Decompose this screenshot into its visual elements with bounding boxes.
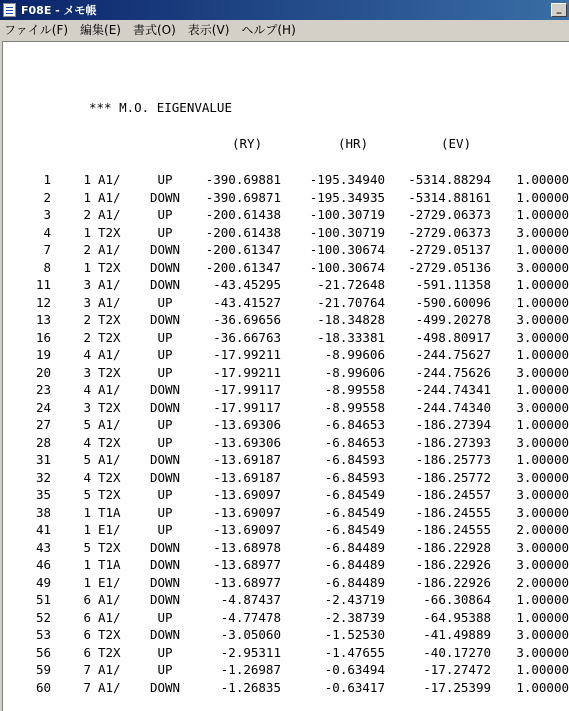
- cell-spin: UP: [157, 172, 173, 187]
- cell-energy-ev: -499.20278: [415, 312, 491, 327]
- cell-irrep-number: 6: [83, 609, 91, 625]
- cell-index: 46: [35, 557, 51, 572]
- cell-irrep-number: 4: [83, 347, 91, 362]
- cell-index: 23: [35, 382, 51, 397]
- table-row: [3, 224, 569, 242]
- cell-energy-ry: -36.66763: [213, 329, 281, 345]
- cell-energy-hr: -0.63494: [324, 662, 385, 677]
- cell-occupancy: 3.00000: [516, 329, 569, 345]
- cell-energy-ev: -41.49889: [423, 627, 491, 642]
- cell-spin: UP: [157, 644, 173, 660]
- cell-irrep-number: 1: [83, 224, 91, 240]
- cell-energy-ev: -591.11358: [415, 277, 491, 292]
- cell-irrep: A1/: [98, 662, 121, 677]
- cell-irrep: T2X: [98, 399, 121, 415]
- cell-occupancy: 3.00000: [516, 434, 569, 450]
- cell-energy-hr: -8.99558: [324, 399, 385, 415]
- cell-energy-hr: -2.43719: [324, 592, 385, 607]
- table-row: [3, 276, 569, 294]
- table-row: [3, 206, 569, 224]
- unit-hr: (HR): [338, 136, 369, 151]
- cell-index: 41: [35, 522, 51, 537]
- cell-energy-hr: -6.84593: [324, 469, 385, 485]
- cell-index: 2: [43, 189, 51, 205]
- cell-occupancy: 3.00000: [516, 312, 569, 327]
- cell-irrep: A1/: [98, 242, 121, 257]
- cell-energy-ry: -200.61438: [205, 207, 281, 222]
- cell-irrep-number: 1: [83, 522, 91, 537]
- cell-irrep: T2X: [98, 469, 121, 485]
- cell-irrep-number: 2: [83, 242, 91, 257]
- cell-irrep-number: 1: [83, 172, 91, 187]
- cell-irrep: A1/: [98, 207, 121, 222]
- cell-spin: UP: [157, 417, 173, 432]
- cell-irrep: T2X: [98, 627, 121, 642]
- table-row: [3, 399, 569, 417]
- table-row: [3, 434, 569, 452]
- cell-spin: DOWN: [149, 399, 181, 415]
- cell-energy-ry: -200.61438: [205, 224, 281, 240]
- cell-irrep: A1/: [98, 277, 121, 292]
- cell-spin: DOWN: [149, 574, 181, 590]
- cell-energy-ev: -186.24557: [415, 487, 491, 502]
- cell-energy-ev: -244.74341: [415, 382, 491, 397]
- table-row: [3, 556, 569, 574]
- cell-energy-hr: -6.84549: [324, 504, 385, 520]
- cell-irrep: T2X: [98, 364, 121, 380]
- cell-energy-ry: -43.41527: [213, 294, 281, 310]
- cell-energy-hr: -6.84489: [324, 574, 385, 590]
- cell-energy-ry: -390.69871: [205, 189, 281, 205]
- cell-energy-ev: -498.80917: [415, 329, 491, 345]
- cell-occupancy: 3.00000: [516, 364, 569, 380]
- cell-energy-ry: -1.26835: [220, 679, 281, 695]
- cell-energy-ev: -186.22928: [415, 539, 491, 555]
- cell-energy-ry: -13.68977: [213, 557, 281, 572]
- cell-irrep-number: 4: [83, 469, 91, 485]
- cell-energy-hr: -1.52530: [324, 627, 385, 642]
- cell-energy-ev: -66.30864: [423, 592, 491, 607]
- cell-energy-ev: -186.24555: [415, 504, 491, 520]
- cell-irrep-number: 4: [83, 382, 91, 397]
- cell-spin: DOWN: [149, 679, 181, 695]
- cell-occupancy: 3.00000: [516, 504, 569, 520]
- cell-energy-ev: -17.25399: [423, 679, 491, 695]
- table-row: [3, 644, 569, 662]
- menu-bar: [0, 20, 569, 39]
- cell-spin: UP: [157, 347, 173, 362]
- cell-occupancy: 3.00000: [516, 399, 569, 415]
- cell-energy-ev: -186.22926: [415, 574, 491, 590]
- cell-energy-ev: -17.27472: [423, 662, 491, 677]
- cell-index: 13: [35, 312, 51, 327]
- cell-index: 11: [35, 277, 51, 292]
- cell-occupancy: 1.00000: [516, 662, 569, 677]
- cell-irrep-number: 7: [83, 662, 91, 677]
- cell-energy-ry: -13.68977: [213, 574, 281, 590]
- cell-irrep-number: 5: [83, 417, 91, 432]
- cell-irrep-number: 3: [83, 294, 91, 310]
- table-row: [3, 504, 569, 522]
- cell-spin: DOWN: [149, 627, 181, 642]
- cell-occupancy: 3.00000: [516, 259, 569, 275]
- cell-irrep: T2X: [98, 487, 121, 502]
- cell-energy-hr: -100.30719: [309, 207, 385, 222]
- menu-format[interactable]: 書式(O): [132, 23, 176, 37]
- cell-occupancy: 2.00000: [516, 522, 569, 537]
- table-row: [3, 591, 569, 609]
- cell-energy-ry: -1.26987: [220, 662, 281, 677]
- cell-spin: DOWN: [149, 469, 181, 485]
- table-row: [3, 329, 569, 347]
- title-bar[interactable]: [0, 0, 569, 20]
- cell-energy-hr: -6.84653: [324, 417, 385, 432]
- cell-energy-ry: -200.61347: [205, 259, 281, 275]
- cell-occupancy: 1.00000: [516, 679, 569, 695]
- cell-spin: DOWN: [149, 382, 181, 397]
- cell-energy-hr: -100.30674: [309, 259, 385, 275]
- cell-spin: UP: [157, 662, 173, 677]
- cell-energy-ev: -186.22926: [415, 557, 491, 572]
- cell-energy-ry: -200.61347: [205, 242, 281, 257]
- cell-irrep-number: 6: [83, 644, 91, 660]
- cell-irrep: A1/: [98, 382, 121, 397]
- cell-energy-hr: -6.84489: [324, 557, 385, 572]
- cell-spin: UP: [157, 522, 173, 537]
- cell-energy-ry: -4.77478: [220, 609, 281, 625]
- cell-energy-ev: -590.60096: [415, 294, 491, 310]
- cell-spin: DOWN: [149, 452, 181, 467]
- cell-energy-ry: -3.05060: [220, 627, 281, 642]
- cell-energy-hr: -6.84653: [324, 434, 385, 450]
- cell-spin: DOWN: [149, 557, 181, 572]
- cell-index: 7: [43, 242, 51, 257]
- cell-spin: UP: [157, 487, 173, 502]
- table-row: [3, 294, 569, 312]
- cell-energy-ev: -186.25773: [415, 452, 491, 467]
- cell-occupancy: 1.00000: [516, 242, 569, 257]
- cell-energy-ry: -17.99117: [213, 399, 281, 415]
- cell-energy-hr: -195.34940: [309, 172, 385, 187]
- cell-occupancy: 1.00000: [516, 417, 569, 432]
- cell-energy-ry: -2.95311: [220, 644, 281, 660]
- cell-spin: UP: [157, 224, 173, 240]
- cell-irrep-number: 1: [83, 259, 91, 275]
- menu-help[interactable]: ヘルプ(H): [241, 23, 296, 37]
- table-row: [3, 451, 569, 469]
- cell-energy-hr: -100.30674: [309, 242, 385, 257]
- cell-spin: DOWN: [149, 312, 181, 327]
- table-row: [3, 259, 569, 277]
- cell-occupancy: 1.00000: [516, 277, 569, 292]
- cell-index: 31: [35, 452, 51, 467]
- cell-index: 53: [35, 627, 51, 642]
- table-row: [3, 241, 569, 259]
- cell-occupancy: 3.00000: [516, 469, 569, 485]
- table-row: [3, 416, 569, 434]
- cell-index: 16: [35, 329, 51, 345]
- menu-edit[interactable]: 編集(E): [80, 23, 121, 37]
- cell-occupancy: 3.00000: [516, 557, 569, 572]
- cell-energy-ry: -43.45295: [213, 277, 281, 292]
- cell-irrep-number: 1: [83, 504, 91, 520]
- cell-energy-ev: -186.24555: [415, 522, 491, 537]
- cell-occupancy: 1.00000: [516, 189, 569, 205]
- cell-energy-ry: -13.69306: [213, 417, 281, 432]
- cell-irrep-number: 2: [83, 329, 91, 345]
- cell-index: 4: [43, 224, 51, 240]
- cell-irrep: T2X: [98, 312, 121, 327]
- cell-occupancy: 3.00000: [516, 224, 569, 240]
- notepad-icon: [3, 3, 16, 17]
- cell-occupancy: 3.00000: [516, 539, 569, 555]
- cell-irrep-number: 3: [83, 277, 91, 292]
- text-editor-area[interactable]: [2, 41, 569, 711]
- cell-irrep-number: 5: [83, 539, 91, 555]
- cell-energy-ev: -2729.05136: [408, 259, 491, 275]
- cell-spin: UP: [157, 364, 173, 380]
- document-text: [3, 42, 569, 711]
- cell-energy-ev: -40.17270: [423, 644, 491, 660]
- cell-irrep: A1/: [98, 452, 121, 467]
- cell-irrep: T1A: [98, 504, 121, 520]
- cell-occupancy: 1.00000: [516, 592, 569, 607]
- cell-index: 52: [35, 609, 51, 625]
- cell-irrep-number: 2: [83, 207, 91, 222]
- cell-spin: DOWN: [149, 242, 181, 257]
- cell-irrep: A1/: [98, 417, 121, 432]
- cell-irrep-number: 5: [83, 487, 91, 502]
- cell-spin: UP: [157, 329, 173, 345]
- cell-irrep: A1/: [98, 609, 121, 625]
- cell-energy-hr: -6.84593: [324, 452, 385, 467]
- cell-spin: DOWN: [149, 277, 181, 292]
- cell-energy-hr: -21.72648: [317, 277, 385, 292]
- cell-energy-ev: -244.75626: [415, 364, 491, 380]
- cell-energy-ev: -5314.88294: [408, 172, 491, 187]
- cell-energy-ry: -36.69656: [213, 312, 281, 327]
- cell-energy-ev: -2729.06373: [408, 207, 491, 222]
- cell-energy-ry: -17.99211: [213, 364, 281, 380]
- cell-energy-hr: -8.99606: [324, 347, 385, 362]
- cell-spin: DOWN: [149, 259, 181, 275]
- cell-energy-ev: -186.25772: [415, 469, 491, 485]
- cell-energy-ry: -13.69187: [213, 452, 281, 467]
- cell-index: 60: [35, 679, 51, 695]
- cell-occupancy: 1.00000: [516, 172, 569, 187]
- table-row: [3, 679, 569, 697]
- cell-index: 38: [35, 504, 51, 520]
- cell-irrep-number: 1: [83, 557, 91, 572]
- cell-occupancy: 1.00000: [516, 347, 569, 362]
- cell-index: 49: [35, 574, 51, 590]
- cell-occupancy: 1.00000: [516, 609, 569, 625]
- table-row: [3, 346, 569, 364]
- cell-irrep: A1/: [98, 189, 121, 205]
- cell-energy-ry: -17.99211: [213, 347, 281, 362]
- cell-spin: UP: [157, 294, 173, 310]
- cell-spin: DOWN: [149, 592, 181, 607]
- menu-view[interactable]: 表示(V): [187, 23, 230, 37]
- cell-energy-hr: -8.99606: [324, 364, 385, 380]
- cell-spin: DOWN: [149, 539, 181, 555]
- cell-energy-hr: -1.47655: [324, 644, 385, 660]
- cell-irrep: A1/: [98, 347, 121, 362]
- cell-irrep: T2X: [98, 434, 121, 450]
- cell-occupancy: 1.00000: [516, 207, 569, 222]
- cell-occupancy: 3.00000: [516, 487, 569, 502]
- cell-energy-hr: -18.33381: [317, 329, 385, 345]
- cell-energy-hr: -6.84549: [324, 487, 385, 502]
- cell-occupancy: 1.00000: [516, 452, 569, 467]
- cell-irrep: E1/: [98, 574, 121, 590]
- cell-irrep: A1/: [98, 679, 121, 695]
- cell-index: 35: [35, 487, 51, 502]
- cell-energy-ry: -13.69187: [213, 469, 281, 485]
- cell-energy-hr: -195.34935: [309, 189, 385, 205]
- cell-spin: UP: [157, 504, 173, 520]
- cell-index: 20: [35, 364, 51, 380]
- cell-irrep-number: 1: [83, 574, 91, 590]
- cell-index: 1: [43, 172, 51, 187]
- cell-index: 19: [35, 347, 51, 362]
- cell-irrep-number: 5: [83, 452, 91, 467]
- cell-energy-hr: -0.63417: [324, 679, 385, 695]
- cell-index: 32: [35, 469, 51, 485]
- cell-irrep-number: 4: [83, 434, 91, 450]
- cell-energy-hr: -100.30719: [309, 224, 385, 240]
- table-row: [3, 486, 569, 504]
- cell-energy-ry: -13.69306: [213, 434, 281, 450]
- cell-occupancy: 3.00000: [516, 644, 569, 660]
- cell-spin: UP: [157, 434, 173, 450]
- eigenvalue-heading: *** M.O. EIGENVALUE: [89, 100, 232, 115]
- cell-occupancy: 1.00000: [516, 382, 569, 397]
- cell-index: 43: [35, 539, 51, 555]
- cell-energy-ev: -5314.88161: [408, 189, 491, 205]
- table-row: [3, 311, 569, 329]
- cell-occupancy: 3.00000: [516, 627, 569, 642]
- cell-energy-ry: -17.99117: [213, 382, 281, 397]
- cell-index: 51: [35, 592, 51, 607]
- table-row: [3, 469, 569, 487]
- cell-index: 56: [35, 644, 51, 660]
- cell-irrep-number: 6: [83, 592, 91, 607]
- cell-energy-ev: -186.27393: [415, 434, 491, 450]
- cell-index: 24: [35, 399, 51, 415]
- cell-energy-hr: -6.84549: [324, 522, 385, 537]
- table-row: [3, 189, 569, 207]
- table-row: [3, 521, 569, 539]
- table-row: [3, 609, 569, 627]
- cell-irrep-number: 7: [83, 679, 91, 695]
- cell-energy-ev: -186.27394: [415, 417, 491, 432]
- table-row: [3, 171, 569, 189]
- cell-irrep: E1/: [98, 522, 121, 537]
- cell-energy-hr: -18.34828: [317, 312, 385, 327]
- menu-file[interactable]: ファイル(F): [4, 23, 69, 37]
- cell-energy-ev: -2729.06373: [408, 224, 491, 240]
- table-row: [3, 661, 569, 679]
- cell-energy-hr: -2.38739: [324, 609, 385, 625]
- cell-energy-hr: -8.99558: [324, 382, 385, 397]
- cell-occupancy: 1.00000: [516, 294, 569, 310]
- cell-index: 28: [35, 434, 51, 450]
- cell-irrep: T2X: [98, 224, 121, 240]
- cell-irrep: T2X: [98, 259, 121, 275]
- cell-irrep-number: 1: [83, 189, 91, 205]
- cell-energy-ry: -390.69881: [205, 172, 281, 187]
- cell-energy-ev: -2729.05137: [408, 242, 491, 257]
- cell-irrep: A1/: [98, 294, 121, 310]
- cell-irrep-number: 3: [83, 364, 91, 380]
- window-title: F08E - メモ帳: [21, 4, 97, 17]
- cell-spin: UP: [157, 207, 173, 222]
- cell-irrep: T2X: [98, 329, 121, 345]
- cell-energy-ry: -13.69097: [213, 487, 281, 502]
- cell-spin: UP: [157, 609, 173, 625]
- cell-irrep: T1A: [98, 557, 121, 572]
- cell-occupancy: 2.00000: [516, 574, 569, 590]
- table-row: [3, 574, 569, 592]
- cell-energy-hr: -6.84489: [324, 539, 385, 555]
- cell-irrep: A1/: [98, 172, 121, 187]
- table-row: [3, 539, 569, 557]
- table-row: [3, 626, 569, 644]
- cell-energy-ry: -13.68978: [213, 539, 281, 555]
- cell-irrep-number: 3: [83, 399, 91, 415]
- minimize-button[interactable]: _: [551, 3, 567, 17]
- unit-ry: (RY): [232, 136, 263, 151]
- table-row: [3, 381, 569, 399]
- cell-energy-ry: -13.69097: [213, 522, 281, 537]
- cell-irrep: T2X: [98, 539, 121, 555]
- cell-energy-ry: -4.87437: [220, 592, 281, 607]
- cell-index: 59: [35, 662, 51, 677]
- cell-energy-hr: -21.70764: [317, 294, 385, 310]
- cell-energy-ev: -244.74340: [415, 399, 491, 415]
- cell-index: 8: [43, 259, 51, 275]
- cell-energy-ev: -244.75627: [415, 347, 491, 362]
- unit-ev: (EV): [441, 136, 472, 151]
- cell-irrep: A1/: [98, 592, 121, 607]
- cell-irrep-number: 6: [83, 627, 91, 642]
- cell-energy-ry: -13.69097: [213, 504, 281, 520]
- cell-irrep: T2X: [98, 644, 121, 660]
- cell-spin: DOWN: [149, 189, 181, 205]
- cell-index: 27: [35, 417, 51, 432]
- cell-energy-ev: -64.95388: [423, 609, 491, 625]
- cell-irrep-number: 2: [83, 312, 91, 327]
- cell-index: 12: [35, 294, 51, 310]
- cell-index: 3: [43, 207, 51, 222]
- table-row: [3, 364, 569, 382]
